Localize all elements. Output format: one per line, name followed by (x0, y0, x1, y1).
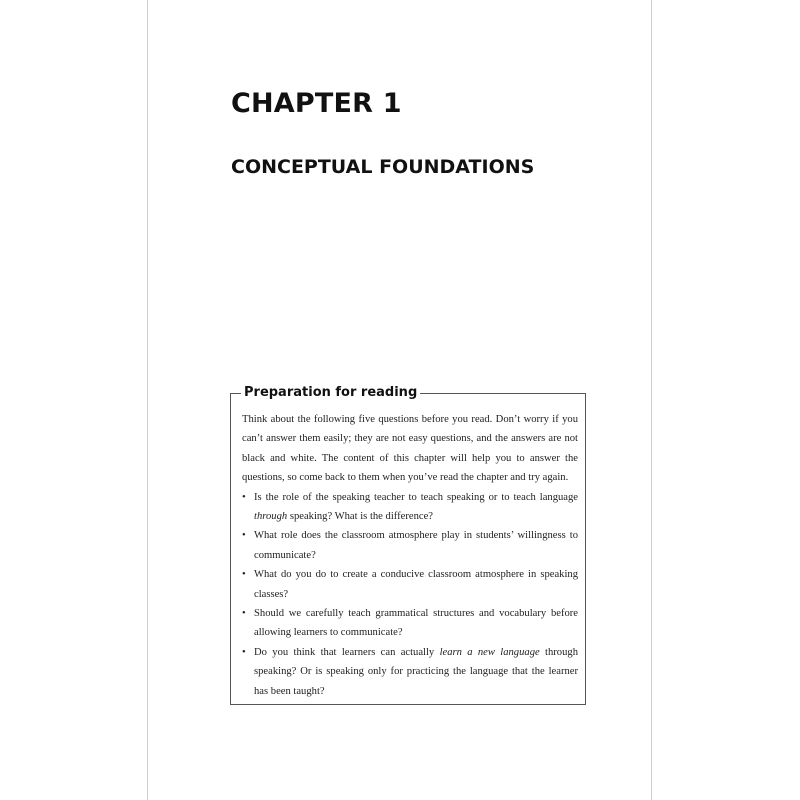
preparation-intro: Think about the following five questions before you read. Don’t worry if you can’t answer them easily; they are not easy questions, and the answers are not black and white. The content of this chapter will help you to answer the questions, so come back to them when you’ve read the chapter and try again. (242, 414, 578, 484)
bullet-icon: • (242, 569, 246, 581)
bullet-icon: • (242, 608, 246, 620)
question-item (242, 604, 578, 643)
chapter-title: CONCEPTUAL FOUNDATIONS (231, 156, 535, 178)
preparation-box (230, 385, 586, 705)
bullet-icon: • (242, 491, 246, 503)
bullet-icon: • (242, 530, 246, 542)
preparation-heading: Preparation for reading (241, 383, 420, 403)
question-text: through speaking? Or is speaking only for practicing the language that the learner has been taught? (254, 646, 578, 697)
question-text: speaking? What is the difference? (287, 511, 433, 523)
question-text: What role does the classroom atmosphere play in students’ willingness to communicate? (254, 530, 578, 561)
question-emphasis: through (254, 511, 288, 523)
question-text: Is the role of the speaking teacher to teach speaking or to teach language (254, 491, 578, 503)
question-emphasis: learn a new language (439, 646, 540, 658)
question-text: Do you think that learners can actually (254, 646, 440, 658)
question-item (242, 565, 578, 604)
question-item (242, 526, 578, 565)
question-item (242, 643, 578, 701)
chapter-number: CHAPTER 1 (231, 88, 402, 119)
question-text: Should we carefully teach grammatical structures and vocabulary before allowing learners to communicate? (254, 608, 578, 639)
bullet-icon: • (242, 646, 246, 658)
question-item (242, 488, 578, 527)
question-list (242, 488, 578, 701)
preparation-body (242, 410, 578, 701)
question-text: What do you do to create a conducive classroom atmosphere in speaking classes? (254, 569, 578, 600)
